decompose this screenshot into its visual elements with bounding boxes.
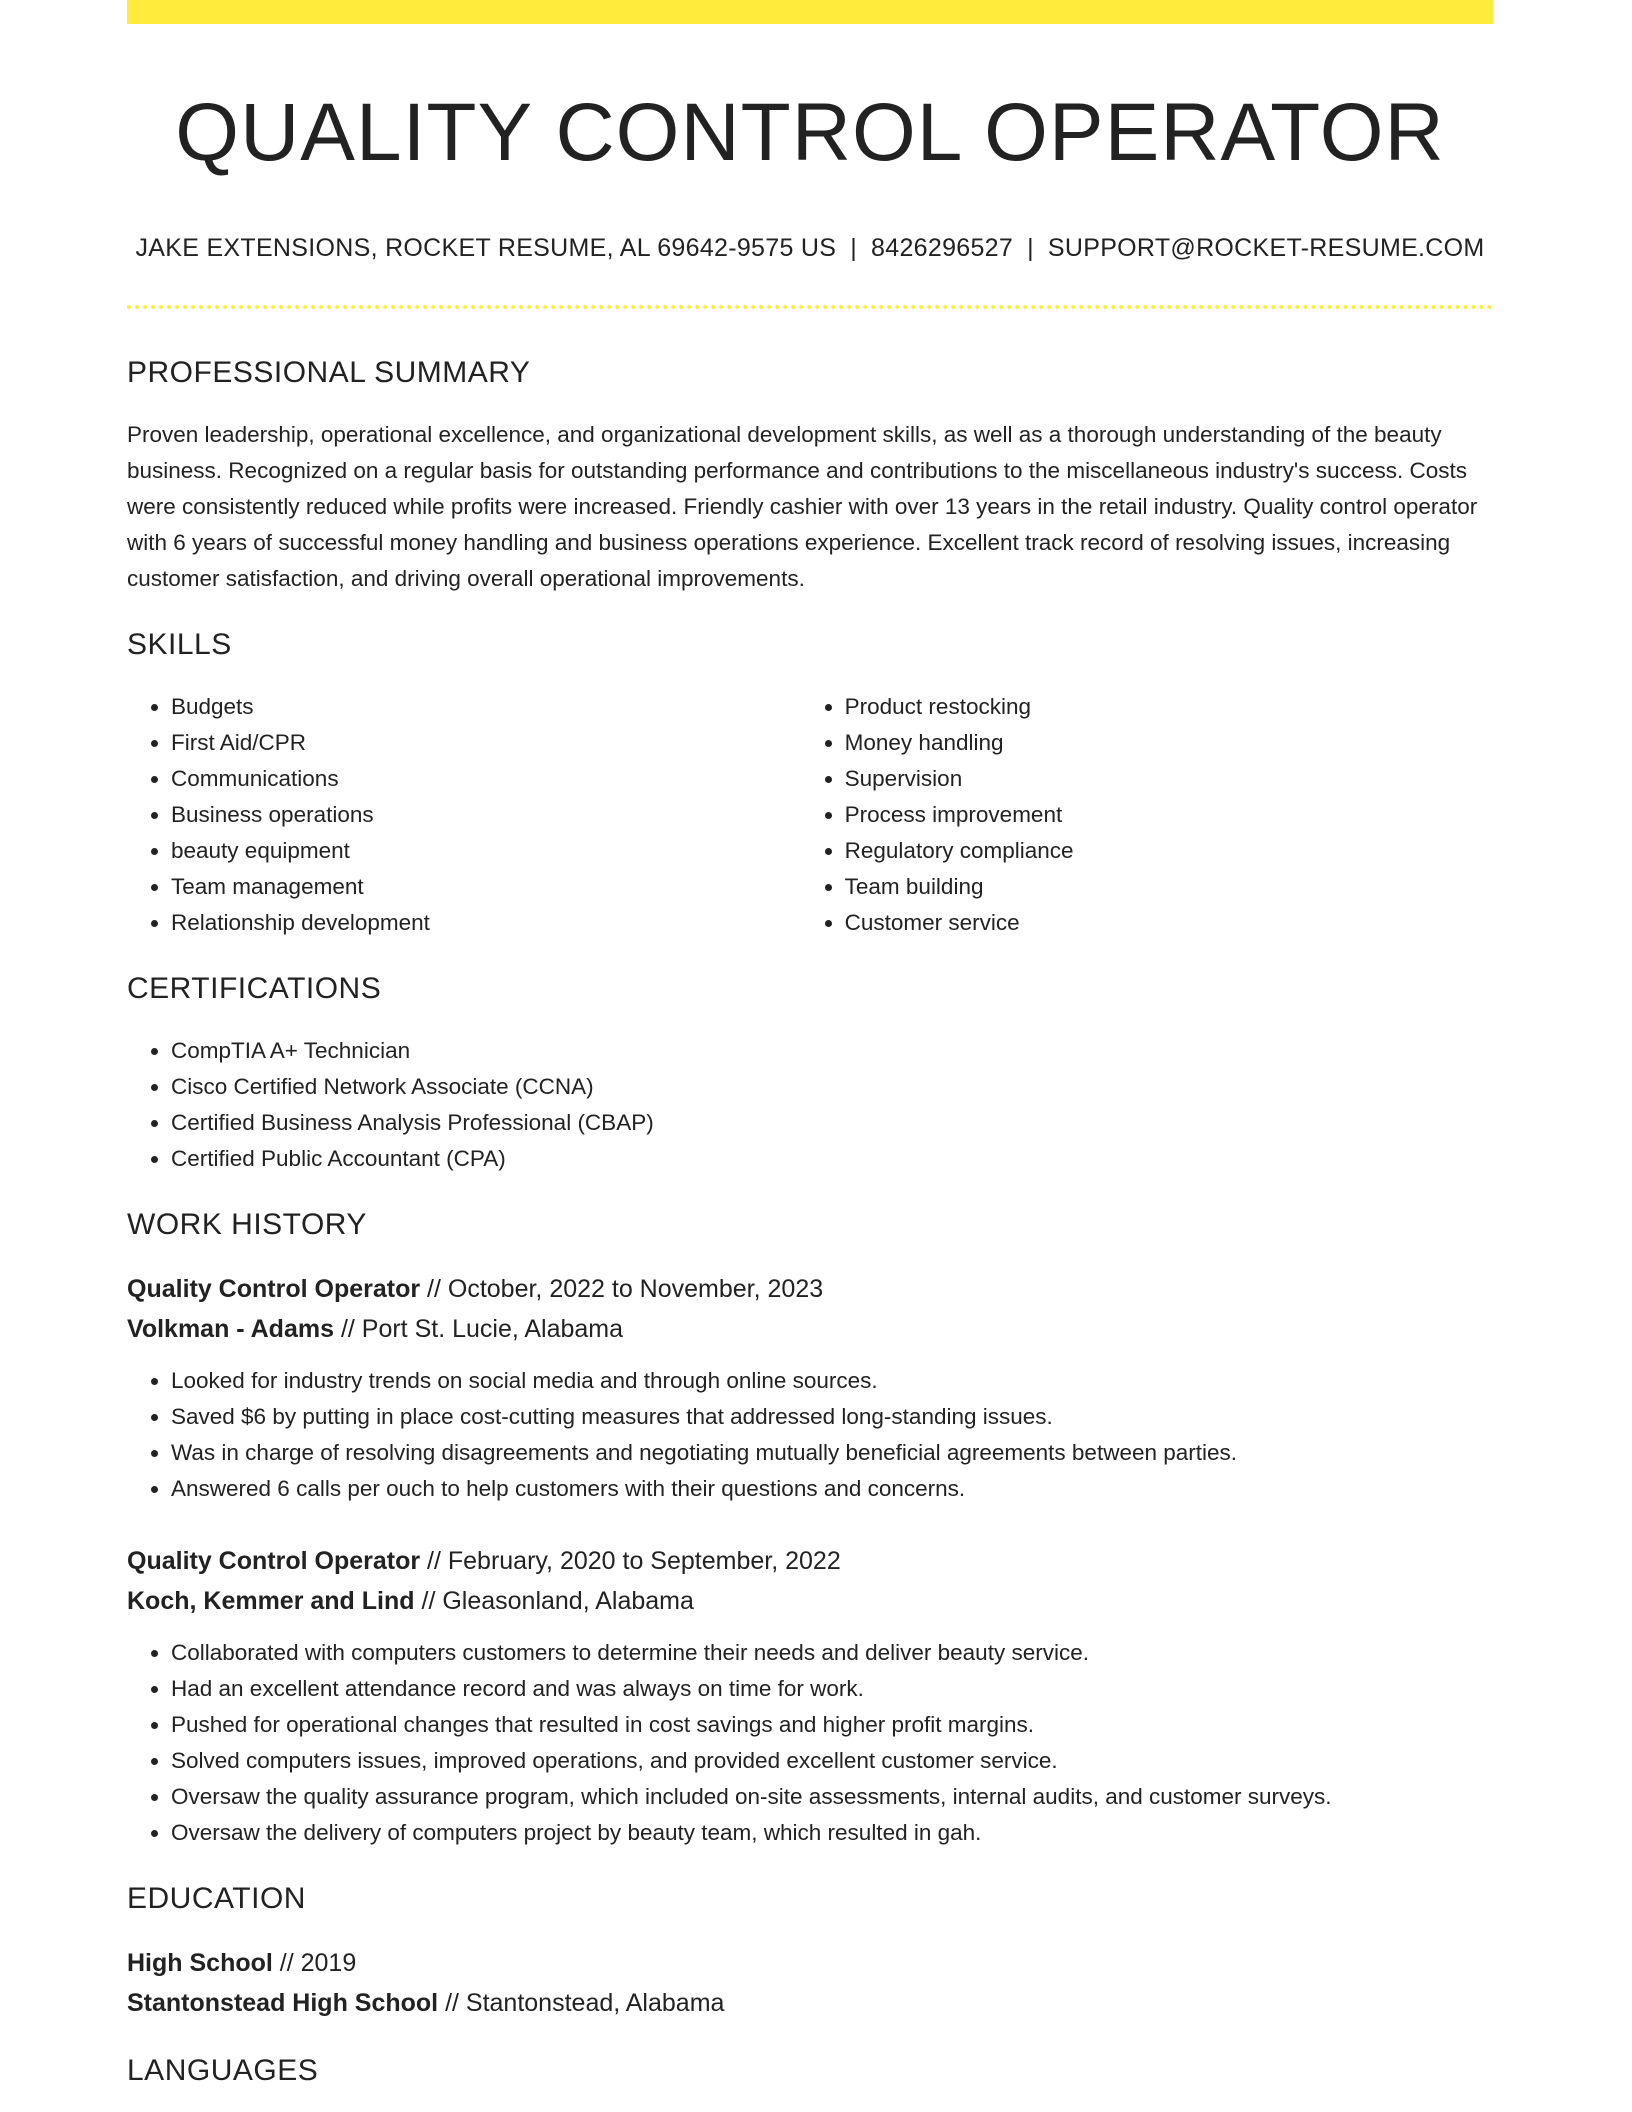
education-year: // 2019 — [272, 1948, 357, 1977]
skills-heading: SKILLS — [127, 627, 232, 661]
skills-list-right — [801, 689, 1493, 941]
contact-line — [127, 232, 1493, 265]
skill-item: • First Aid/CPR — [171, 725, 801, 761]
job-bullet: • Oversaw the quality assurance program, which included on-site assessments, internal audits, and customer surveys. — [171, 1779, 1493, 1815]
languages-section — [127, 2053, 1493, 2089]
page-title: QUALITY CONTROL OPERATOR — [175, 87, 1445, 178]
resume-page — [127, 0, 1493, 2089]
certification-item: • Certified Business Analysis Professional (CBAP) — [171, 1105, 1493, 1141]
job-title: Quality Control Operator — [127, 1274, 421, 1303]
skill-item: • Product restocking — [845, 689, 1493, 725]
job-bullet: • Had an excellent attendance record and was always on time for work. — [171, 1671, 1493, 1707]
contact-separator: | — [1027, 234, 1034, 263]
certification-item: • Certified Public Accountant (CPA) — [171, 1141, 1493, 1177]
education-school: Stantonstead High School — [127, 1988, 439, 2017]
education-section — [127, 1881, 1493, 2023]
skill-item: • Customer service — [845, 905, 1493, 941]
job-dates: // October, 2022 to November, 2023 — [420, 1274, 824, 1303]
languages-heading: LANGUAGES — [127, 2053, 319, 2087]
education-degree-line — [127, 1943, 1493, 1983]
skill-item: • Supervision — [845, 761, 1493, 797]
skill-item: • Money handling — [845, 725, 1493, 761]
education-school-line — [127, 1983, 1493, 2023]
job-company-line — [127, 1309, 1493, 1349]
summary-text: Proven leadership, operational excellence, and organizational development skills, as well as a thorough understanding of the beauty business. Recognized on a regular basis for outstanding performance and contributions to the miscellaneous industry's success. Costs were consistently reduced while profits were increased. Friendly cashier with over 13 years in the retail industry. Quality control operator with 6 years of successful money handling and business operations experience. Excellent track record of resolving issues, increasing customer satisfaction, and driving overall operational improvements. — [127, 421, 1478, 591]
summary-heading: PROFESSIONAL SUMMARY — [127, 355, 531, 389]
dotted-divider — [127, 305, 1493, 309]
job-bullet: • Was in charge of resolving disagreements and negotiating mutually beneficial agreements between parties. — [171, 1435, 1493, 1471]
education-heading: EDUCATION — [127, 1881, 306, 1915]
contact-phone: 8426296527 — [871, 234, 1014, 263]
job-company: Volkman - Adams — [127, 1314, 334, 1343]
job-company: Koch, Kemmer and Lind — [127, 1586, 415, 1615]
contact-address: JAKE EXTENSIONS, ROCKET RESUME, AL 69642-9575 US — [135, 234, 837, 263]
work-history-heading: WORK HISTORY — [127, 1207, 367, 1241]
certification-item: • CompTIA A+ Technician — [171, 1033, 1493, 1069]
skills-section — [127, 627, 1493, 941]
job-title: Quality Control Operator — [127, 1546, 421, 1575]
job-bullet: • Answered 6 calls per ouch to help customers with their questions and concerns. — [171, 1471, 1493, 1507]
job-bullet: • Saved $6 by putting in place cost-cutting measures that addressed long-standing issues. — [171, 1399, 1493, 1435]
job-company-line — [127, 1581, 1493, 1621]
job-bullet: • Looked for industry trends on social media and through online sources. — [171, 1363, 1493, 1399]
contact-email: SUPPORT@ROCKET-RESUME.COM — [1047, 234, 1485, 263]
job-title-line — [127, 1269, 1493, 1309]
skill-item: • Process improvement — [845, 797, 1493, 833]
skill-item: • Team management — [171, 869, 801, 905]
education-location: // Stantonstead, Alabama — [438, 1988, 725, 2017]
skill-item: • Regulatory compliance — [845, 833, 1493, 869]
work-history-section — [127, 1207, 1493, 1851]
job-entry — [127, 1541, 1493, 1851]
job-bullet: • Pushed for operational changes that resulted in cost savings and higher profit margins. — [171, 1707, 1493, 1743]
job-entry — [127, 1269, 1493, 1507]
skill-item: • Budgets — [171, 689, 801, 725]
job-bullet: • Oversaw the delivery of computers project by beauty team, which resulted in gah. — [171, 1815, 1493, 1851]
skills-list-left — [127, 689, 801, 941]
education-degree: High School — [127, 1948, 273, 1977]
job-dates: // February, 2020 to September, 2022 — [420, 1546, 841, 1575]
certifications-heading: CERTIFICATIONS — [127, 971, 382, 1005]
skill-item: • Team building — [845, 869, 1493, 905]
accent-top-bar — [127, 0, 1493, 24]
certifications-list — [127, 1033, 1493, 1177]
skill-item: • Business operations — [171, 797, 801, 833]
job-title-line — [127, 1541, 1493, 1581]
job-bullets — [127, 1635, 1493, 1851]
job-bullets — [127, 1363, 1493, 1507]
skill-item: • Communications — [171, 761, 801, 797]
job-bullet: • Solved computers issues, improved operations, and provided excellent customer service. — [171, 1743, 1493, 1779]
skill-item: • beauty equipment — [171, 833, 801, 869]
certifications-section — [127, 971, 1493, 1177]
contact-separator: | — [850, 234, 858, 263]
job-bullet: • Collaborated with computers customers to determine their needs and deliver beauty service. — [171, 1635, 1493, 1671]
job-location: // Port St. Lucie, Alabama — [334, 1314, 624, 1343]
job-location: // Gleasonland, Alabama — [414, 1586, 694, 1615]
skill-item: • Relationship development — [171, 905, 801, 941]
certification-item: • Cisco Certified Network Associate (CCNA) — [171, 1069, 1493, 1105]
